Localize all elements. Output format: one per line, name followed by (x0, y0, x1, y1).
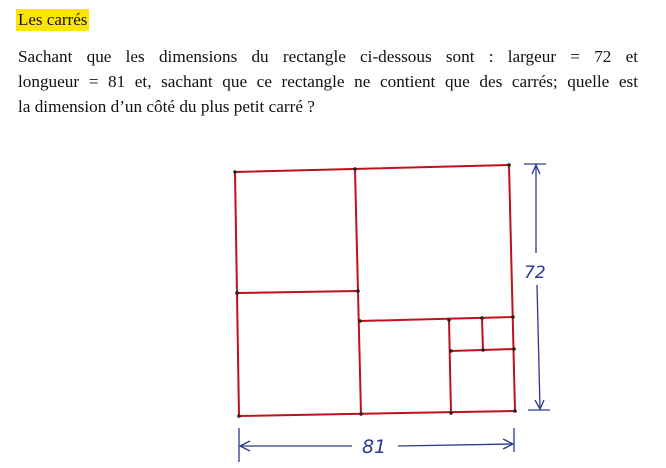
rectangle-outline (235, 165, 515, 416)
corner-dots (233, 163, 517, 418)
statement-line-2: longueur = 81 et, sachant que ce rectangle ne contient que des carrés; quelle est (18, 72, 638, 91)
statement-line-3: la dimension d’un côté du plus petit carré ? (18, 97, 315, 116)
statement-line-1: Sachant que les dimensions du rectangle ci-dessous sont : largeur = 72 et (18, 47, 638, 66)
width-label: 81 (362, 436, 387, 458)
height-label: 72 (524, 263, 546, 283)
exercise-title: Les carrés (18, 10, 88, 29)
height-dimension-arrow (524, 164, 550, 410)
